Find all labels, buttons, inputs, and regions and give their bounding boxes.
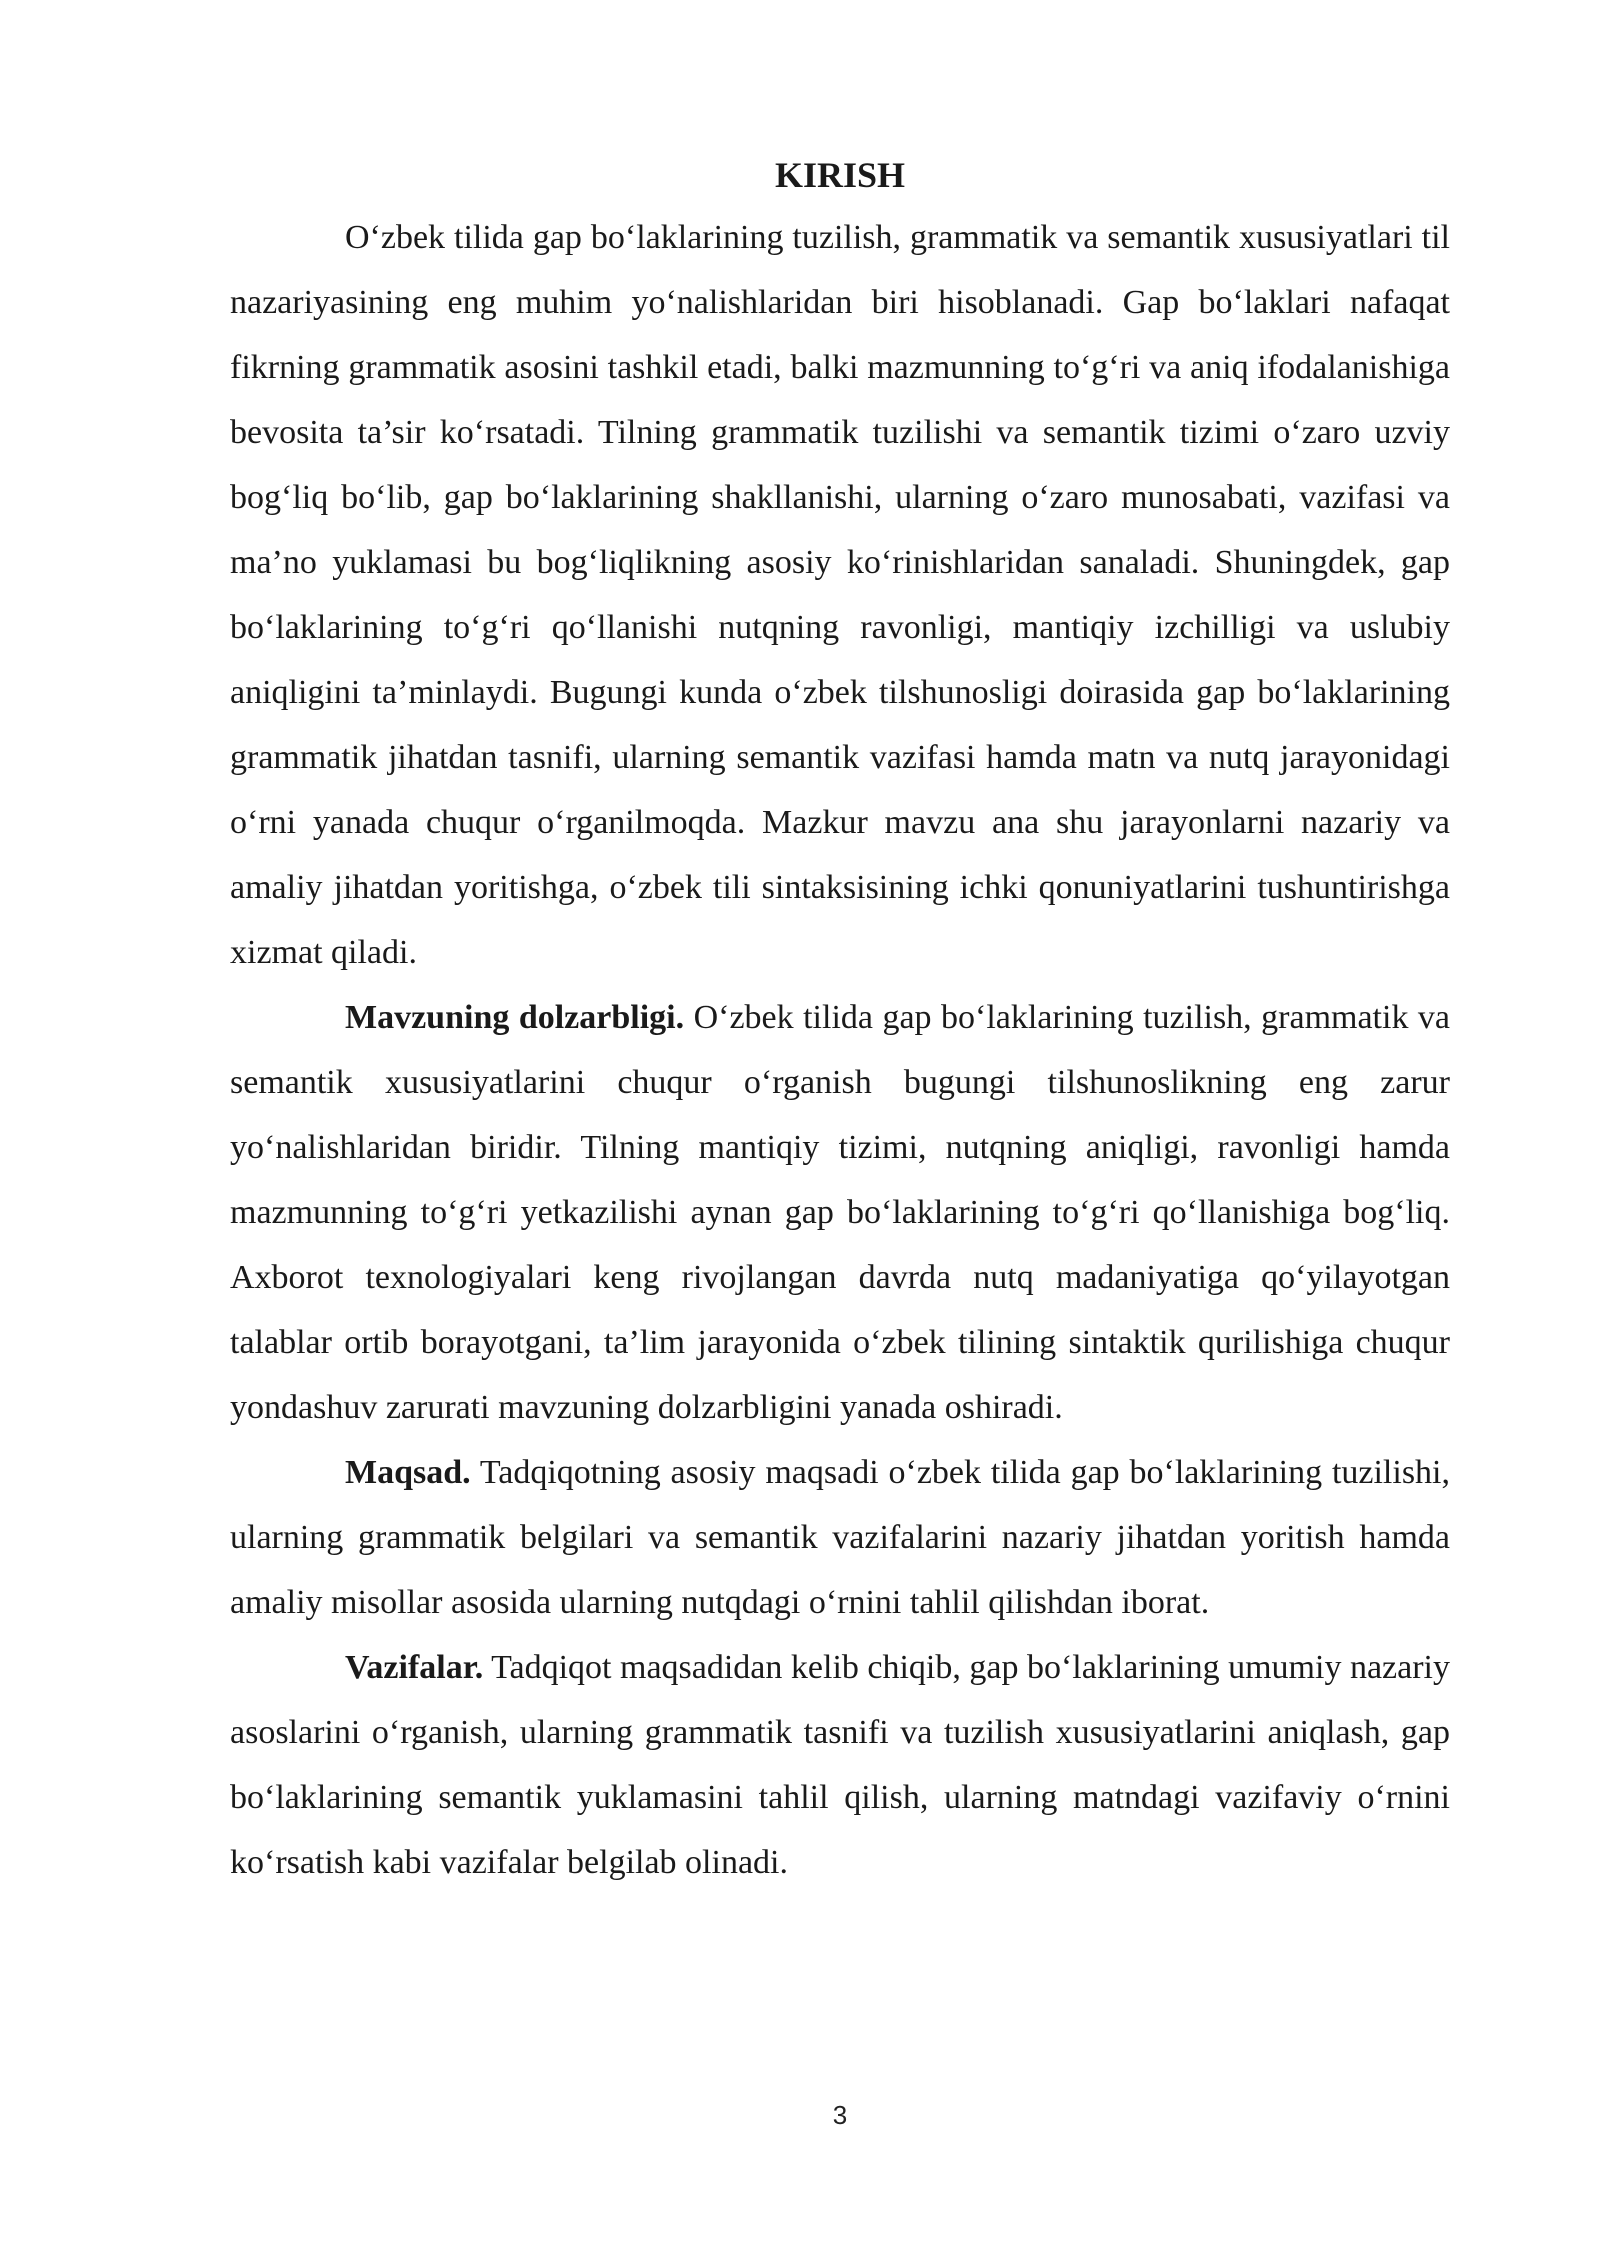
goal-paragraph: [230, 1440, 1450, 1635]
goal-text: Tadqiqotning asosiy maqsadi o‘zbek tilida gap bo‘laklarining tuzilishi, ularning grammatik belgilari va semantik vazifalarini nazariy jihatdan yoritish hamda amaliy misollar asosida ularning nutqdagi o‘rnini tahlil qilishdan iborat.: [230, 1454, 1450, 1621]
document-page: [230, 148, 1450, 1895]
tasks-lead: Vazifalar.: [345, 1649, 484, 1686]
intro-paragraph: O‘zbek tilida gap bo‘laklarining tuzilish, grammatik va semantik xususiyatlari til nazariyasining eng muhim yo‘nalishlaridan biri hisoblanadi. Gap bo‘laklari nafaqat fikrning grammatik asosini tashkil etadi, balki mazmunning to‘g‘ri va aniq ifodalanishiga bevosita ta’sir ko‘rsatadi. Tilning grammatik tuzilishi va semantik tizimi o‘zaro uzviy bog‘liq bo‘lib, gap bo‘laklarining shakllanishi, ularning o‘zaro munosabati, vazifasi va ma’no yuklamasi bu bog‘liqlikning asosiy ko‘rinishlaridan sanaladi. Shuningdek, gap bo‘laklarining to‘g‘ri qo‘llanishi nutqning ravonligi, mantiqiy izchilligi va uslubiy aniqligini ta’minlaydi. Bugungi kunda o‘zbek tilshunosligi doirasida gap bo‘laklarining grammatik jihatdan tasnifi, ularning semantik vazifasi hamda matn va nutq jarayonidagi o‘rni yanada chuqur o‘rganilmoqda. Mazkur mavzu ana shu jarayonlarni nazariy va amaliy jihatdan yoritishga, o‘zbek tili sintaksisining ichki qonuniyatlarini tushuntirishga xizmat qiladi.: [230, 219, 1450, 971]
relevance-text: O‘zbek tilida gap bo‘laklarining tuzilish, grammatik va semantik xususiyatlarini chuqur o‘rganish bugungi tilshunoslikning eng zarur yo‘nalishlaridan biridir. Tilning mantiqiy tizimi, nutqning aniqligi, ravonligi hamda mazmunning to‘g‘ri yetkazilishi aynan gap bo‘laklarining to‘g‘ri qo‘llanishiga bog‘liq. Axborot texnologiyalari keng rivojlangan davrda nutq madaniyatiga qo‘yilayotgan talablar ortib borayotgani, ta’lim jarayonida o‘zbek tilining sintaktik qurilishiga chuqur yondashuv zarurati mavzuning dolzarbligini yanada oshiradi.: [230, 999, 1450, 1426]
tasks-text: Tadqiqot maqsadidan kelib chiqib, gap bo‘laklarining umumiy nazariy asoslarini o‘rganish, ularning grammatik tasnifi va tuzilish xususiyatlarini aniqlash, gap bo‘laklarining semantik yuklamasini tahlil qilish, ularning matndagi vazifaviy o‘rnini ko‘rsatish kabi vazifalar belgilab olinadi.: [230, 1649, 1450, 1881]
goal-lead: Maqsad.: [345, 1454, 471, 1491]
section-heading: KIRISH: [774, 155, 906, 195]
relevance-lead: Mavzuning dolzarbligi.: [345, 999, 685, 1036]
relevance-paragraph: [230, 985, 1450, 1440]
tasks-paragraph: [230, 1635, 1450, 1895]
page-number: 3: [832, 2100, 848, 2130]
